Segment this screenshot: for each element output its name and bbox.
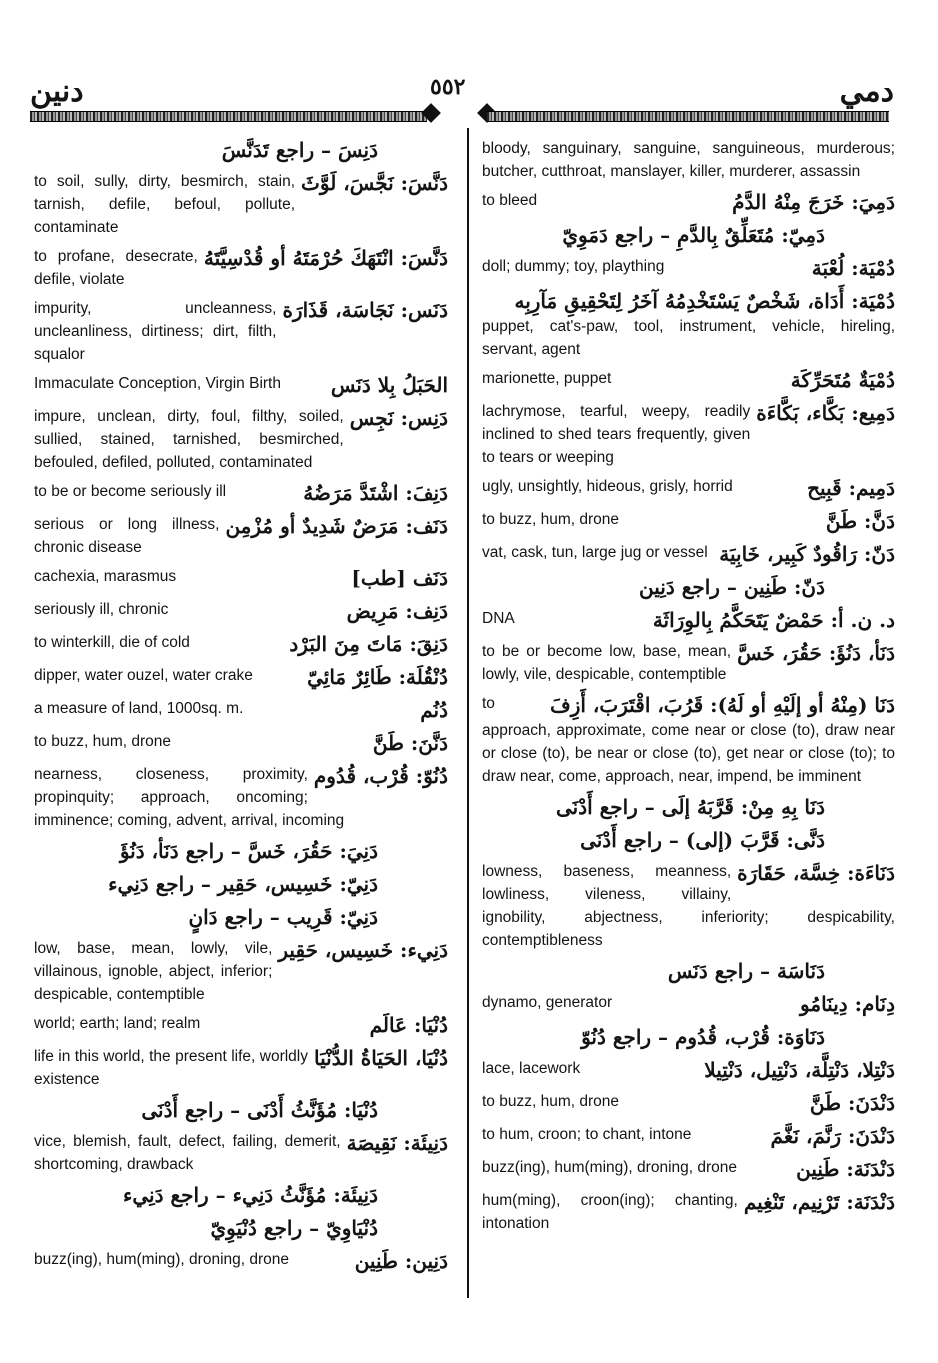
dictionary-entry xyxy=(482,189,895,216)
right-column xyxy=(482,137,895,1241)
dictionary-entry xyxy=(34,372,448,399)
dictionary-entry xyxy=(482,958,895,985)
dictionary-entry xyxy=(482,1156,895,1183)
arabic-headword: دَنّ: طَنِين – راجع دَنِين xyxy=(639,575,825,599)
dictionary-entry xyxy=(482,367,895,394)
arabic-headword: دَنَّ: طَنَّ xyxy=(825,509,895,533)
arabic-headword: دَنَّسَ: انْتَهَكَ حُرْمَتَهُ أو قُدْسِيَّتَهُ xyxy=(203,246,448,270)
dictionary-entry xyxy=(482,640,895,686)
guide-word-left: دنين xyxy=(30,74,84,109)
arabic-headword: دُمْيَة: لُعْبَة xyxy=(811,256,895,280)
dictionary-entry xyxy=(34,937,448,1006)
page-number: ٥٥٢ xyxy=(430,74,466,100)
english-definition: to bleed xyxy=(482,192,538,209)
header-rule-left xyxy=(30,108,427,124)
dictionary-entry xyxy=(34,871,448,898)
english-definition: lace, lacework xyxy=(482,1060,581,1077)
english-definition: lowness, baseness, meanness, lowliness, vileness, villainy, ignobility, abjectness, inferiority; despicability, contemptibleness xyxy=(482,863,895,949)
left-column xyxy=(34,137,448,1281)
dictionary-entry xyxy=(34,763,448,832)
dictionary-entry xyxy=(34,598,448,625)
english-definition: DNA xyxy=(482,610,515,627)
english-definition: nearness, closeness, proximity, propinquity; approach, oncoming; imminence; coming, advent, arrival, incoming xyxy=(34,766,345,829)
english-definition: to be or become low, base, mean, lowly, vile, despicable, contemptible xyxy=(482,643,732,683)
arabic-headword: دَنْدَنَ: طَنَّ xyxy=(809,1091,895,1115)
dictionary-entry xyxy=(34,297,448,366)
dictionary-entry xyxy=(482,508,895,535)
arabic-headword: دَنَا بِهِ مِنْ: قَرَّبَهُ إلَى – راجع أَدْنَى xyxy=(555,795,825,819)
dictionary-entry xyxy=(34,1045,448,1091)
dictionary-entry xyxy=(482,1024,895,1051)
dictionary-entry xyxy=(482,574,895,601)
english-definition: to profane, desecrate, defile, violate xyxy=(34,248,198,288)
dictionary-entry xyxy=(34,1130,448,1176)
dictionary-entry xyxy=(34,137,448,164)
english-definition: a measure of land, 1000sq. m. xyxy=(34,700,244,717)
english-definition: puppet, cat's-paw, tool, instrument, vehicle, hireling, servant, agent xyxy=(482,318,895,358)
dictionary-entry xyxy=(34,1012,448,1039)
dictionary-entry xyxy=(482,541,895,568)
arabic-headword: دَنَّى: قَرَّبَ (إلى) – راجع أَدْنَى xyxy=(580,828,825,852)
arabic-headword: دِنَام: دِينَامُو xyxy=(800,992,895,1016)
arabic-headword: دَنَا (مِنْهُ أو إلَيْهِ أو لَهُ): قَرُبَ، اقْتَرَبَ، أَزِفَ xyxy=(550,693,895,717)
dictionary-entry xyxy=(482,827,895,854)
arabic-headword: دَنِيئَة: مُؤَنَّثُ دَنِيء – راجع دَنِيء xyxy=(122,1183,378,1207)
dictionary-entry xyxy=(482,794,895,821)
english-definition: life in this world, the present life, worldly existence xyxy=(34,1048,308,1088)
dictionary-entry xyxy=(34,697,448,724)
arabic-headword: دَنِيئَة: نَقِيصَة xyxy=(346,1131,448,1155)
dictionary-entry xyxy=(34,730,448,757)
english-definition: to buzz, hum, drone xyxy=(482,1093,619,1110)
arabic-headword: دَنَس: نَجَاسَة، قَذَارَة xyxy=(282,298,448,322)
arabic-headword: دُنُوّ: قُرْب، قُدُوم xyxy=(313,764,448,788)
english-definition: impurity, uncleanness, uncleanliness, dirtiness; dirt, filth, squalor xyxy=(34,300,277,363)
english-definition: Immaculate Conception, Virgin Birth xyxy=(34,375,281,392)
english-definition: to soil, sully, dirty, besmirch, stain, tarnish, defile, befoul, pollute, contaminate xyxy=(34,173,296,236)
arabic-headword: دَنِس: نَجِس xyxy=(349,406,448,430)
english-definition: cachexia, marasmus xyxy=(34,568,177,585)
arabic-headword: دَنِفَ: اشْتَدَّ مَرَضُهُ xyxy=(303,481,448,505)
dictionary-entry xyxy=(34,631,448,658)
arabic-headword: دَنَاسَة – راجع دَنَس xyxy=(667,959,825,983)
dictionary-entry xyxy=(482,222,895,249)
dictionary-entry xyxy=(34,664,448,691)
dictionary-entry xyxy=(482,1090,895,1117)
arabic-headword: دَنِيّ: خَسِيس، حَقِير – راجع دَنِيء xyxy=(108,872,378,896)
dictionary-entry xyxy=(482,991,895,1018)
english-definition: serious or long illness, chronic disease xyxy=(34,516,220,556)
english-definition: lachrymose, tearful, weepy, readily inclined to shed tears frequently, given to tears or weeping xyxy=(482,403,751,466)
arabic-headword: دَنِف: مَرِيض xyxy=(346,599,448,623)
arabic-headword: دَمِيَ: خَرَجَ مِنْهُ الدَّمُ xyxy=(732,190,895,214)
header-rule-right xyxy=(487,108,889,124)
dictionary-entry xyxy=(482,1057,895,1084)
arabic-headword: دَنْدَنَ: رَنَّمَ، نَغَّمَ xyxy=(770,1124,895,1148)
dictionary-entry xyxy=(34,1215,448,1242)
dictionary-entry xyxy=(34,245,448,291)
arabic-headword: دُنْيَا، الحَيَاةُ الدُّنْيَا xyxy=(314,1046,448,1070)
dictionary-entry xyxy=(34,904,448,931)
arabic-headword: دَنَاوَة: قُرْب، قُدُوم – راجع دُنُوّ xyxy=(581,1025,825,1049)
arabic-headword: دُمْيَة: أَدَاة، شَخْصٌ يَسْتَخْدِمُهُ آخَرُ لِتَحْقِيقِ مَآرِبِه xyxy=(514,289,895,313)
arabic-headword: دَنْتِلا، دَنْتِلَّة، دَنْتِيل، دَنْتِيلا xyxy=(704,1058,895,1082)
english-definition: to approach, approximate, come near or close (to), draw near or close (to), be near or close (to), get near or close (to); to draw near, come, approach, near, impend, be imminent xyxy=(482,695,895,785)
dictionary-entry xyxy=(482,692,895,788)
arabic-headword: دَنْدَنَة: طَنِين xyxy=(796,1157,895,1181)
arabic-headword: دُنُم xyxy=(420,698,448,722)
guide-word-right: دمي xyxy=(839,74,894,109)
english-definition: dipper, water ouzel, water crake xyxy=(34,667,253,684)
dictionary-entry xyxy=(34,480,448,507)
arabic-headword: دَنّ: رَاقُودٌ كَبِير، خَابِيَة xyxy=(719,542,895,566)
arabic-headword: دَنَف [طب] xyxy=(351,566,448,590)
dictionary-entry xyxy=(482,860,895,952)
english-definition: dynamo, generator xyxy=(482,994,613,1011)
english-definition: doll; dummy; toy, plaything xyxy=(482,258,665,275)
dictionary-entry xyxy=(34,170,448,239)
english-definition: to be or become seriously ill xyxy=(34,483,227,500)
arabic-headword: دَنِقَ: مَاتَ مِنَ البَرْد xyxy=(289,632,448,656)
dictionary-entry xyxy=(34,405,448,474)
arabic-headword: دَنَاءَة: خِسَّة، حَقَارَة xyxy=(737,861,895,885)
dictionary-entry xyxy=(482,288,895,361)
arabic-headword: دَنَف: مَرَضٌ شَدِيدٌ أو مُزْمِن xyxy=(225,514,448,538)
english-definition: impure, unclean, dirty, foul, filthy, soiled, sullied, stained, tarnished, besmirched, befouled, defiled, polluted, contaminated xyxy=(34,408,344,471)
dictionary-entry xyxy=(482,400,895,469)
column-divider xyxy=(467,128,469,1298)
arabic-headword: دَنِسَ – راجع تَدَنَّسَ xyxy=(221,138,378,162)
english-definition: to buzz, hum, drone xyxy=(482,511,619,528)
arabic-headword: دُنْيَا: مُؤَنَّثُ أَدْنَى – راجع أَدْنَى xyxy=(141,1098,378,1122)
english-definition: marionette, puppet xyxy=(482,370,612,387)
english-definition: vice, blemish, fault, defect, failing, demerit, shortcoming, drawback xyxy=(34,1133,341,1173)
dictionary-entry xyxy=(482,255,895,282)
dictionary-entry xyxy=(34,1182,448,1209)
arabic-headword: الحَبَلُ بِلا دَنَس xyxy=(330,373,448,397)
arabic-headword: دَنِيء: خَسِيس، حَقِير xyxy=(278,938,448,962)
dictionary-entry xyxy=(34,1248,448,1275)
english-definition: buzz(ing), hum(ming), droning, drone xyxy=(34,1251,290,1268)
english-definition: vat, cask, tun, large jug or vessel xyxy=(482,544,708,561)
english-definition: seriously ill, chronic xyxy=(34,601,169,618)
arabic-headword: دُنْيَاوِيّ – راجع دُنْيَوِيّ xyxy=(210,1216,378,1240)
dictionary-entry xyxy=(482,137,895,183)
english-definition: to hum, croon; to chant, intone xyxy=(482,1126,692,1143)
arabic-headword: دَنِين: طَنِين xyxy=(354,1249,448,1273)
english-definition: ugly, unsightly, hideous, grisly, horrid xyxy=(482,478,733,495)
dictionary-entry xyxy=(482,607,895,634)
arabic-headword: دَنِيّ: قَرِيب – راجع دَانٍ xyxy=(188,905,378,929)
arabic-headword: دُمْيَةٌ مُتَحَرِّكَة xyxy=(790,368,895,392)
arabic-headword: دَمِيم: قَبِيح xyxy=(807,476,895,500)
english-definition: buzz(ing), hum(ming), droning, drone xyxy=(482,1159,738,1176)
dictionary-entry xyxy=(34,565,448,592)
dictionary-entry xyxy=(482,475,895,502)
english-definition: bloody, sanguinary, sanguine, sanguineous, murderous; butcher, cutthroat, manslayer, killer, murderer, assassin xyxy=(482,140,895,180)
dictionary-entry xyxy=(482,1123,895,1150)
english-definition: to winterkill, die of cold xyxy=(34,634,190,651)
dictionary-entry xyxy=(34,1097,448,1124)
english-definition: world; earth; land; realm xyxy=(34,1015,201,1032)
arabic-headword: دَمِيع: بَكَّاء، بَكَّاءَة xyxy=(756,401,895,425)
arabic-headword: دَنَّنَ: طَنَّ xyxy=(372,731,448,755)
arabic-headword: دُنْقُلَة: طَائِرٌ مَائِيّ xyxy=(307,665,448,689)
dictionary-entry xyxy=(34,838,448,865)
english-definition: low, base, mean, lowly, vile, villainous, ignoble, abject, inferior; despicable, contemptible xyxy=(34,940,273,1003)
arabic-headword: د. ن. أ: حَمْضٌ يَتَحَكَّمُ بِالوِرَاثَة xyxy=(652,608,895,632)
arabic-headword: دَنَّسَ: نَجَّسَ، لَوَّثَ xyxy=(301,171,448,195)
arabic-headword: دُنْيَا: عَالَم xyxy=(369,1013,448,1037)
arabic-headword: دَنَأ، دَنُؤَ: حَقُرَ، خَسَّ xyxy=(737,641,895,665)
arabic-headword: دَمِيّ: مُتَعَلِّقٌ بِالدَّمِ – راجع دَمَوِيّ xyxy=(562,223,825,247)
dictionary-entry xyxy=(482,1189,895,1235)
english-definition: to buzz, hum, drone xyxy=(34,733,171,750)
english-definition: hum(ming), croon(ing); chanting, intonation xyxy=(482,1192,738,1232)
dictionary-entry xyxy=(34,513,448,559)
arabic-headword: دَنِيَ: حَقُرَ، خَسَّ – راجع دَنَأ، دَنُؤَ xyxy=(119,839,378,863)
arabic-headword: دَنْدَنَة: تَرْنِيم، تَنْغِيم xyxy=(743,1190,895,1214)
